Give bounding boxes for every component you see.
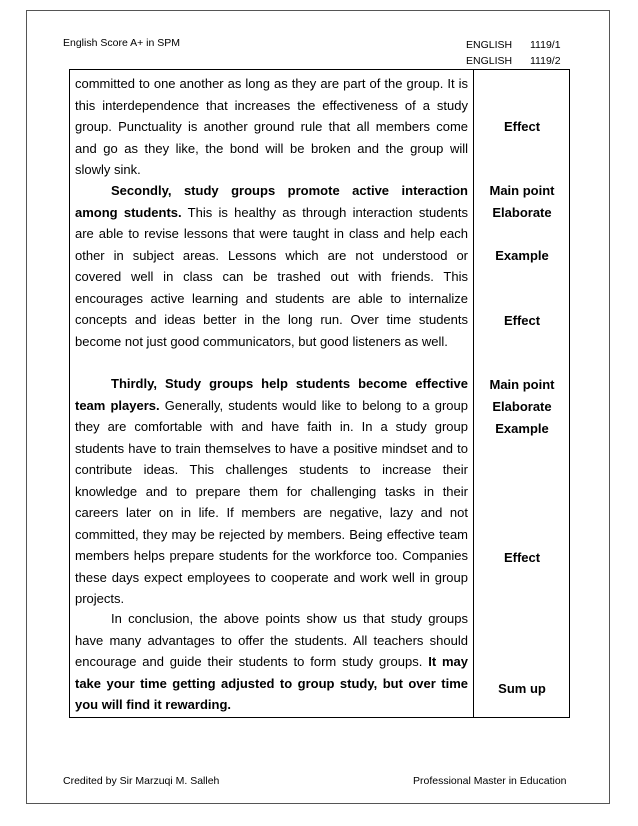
label-effect: Effect: [503, 550, 541, 565]
essay-paragraph-2: [75, 180, 468, 352]
essay-paragraph-3: [75, 373, 468, 610]
header-subject: ENGLISH: [466, 39, 513, 51]
paragraph-text: Generally, students would like to belong to a group they are comfortable with and have faith in. In a study group students have to train themselves to have a positive mindset and to contribute ideas. This challenges students to increase their knowledge and to prepare them for challenging tasks in their careers later on in life. If members are negative, lazy and not committed, they may be rejected by members. Being effective team members helps prepare students for the workforce too. Companies these days expect employees to cooperate and work well in group projects.: [75, 397, 469, 606]
header-code-row: [466, 53, 561, 69]
label-main-point: Main point: [489, 183, 555, 198]
label-elaborate: Elaborate: [492, 399, 552, 414]
label-elaborate: Elaborate: [492, 205, 552, 220]
essay-paragraph-4: [75, 608, 468, 716]
header-title: English Score A+ in SPM: [63, 37, 181, 49]
label-effect: Effect: [503, 119, 541, 134]
paragraph-text: This is healthy as through interaction students are able to revise lessons that were taught in class and help each other in subject areas. Lessons which are not understood or covered well in class can be trashed out with friends. This encourages active learning and students are able to internalize concepts and ideas better in the long run. Over time students become not just good communicators, but good listeners as well.: [75, 204, 468, 349]
paragraph-text: committed to one another as long as they are part of the group. It is this interdependence that increases the effectiveness of a study group. Punctuality is another ground rule that all members come and go as they like, the bond will be broken and the group will slowly sink.: [75, 76, 468, 177]
label-sum-up: Sum up: [498, 681, 546, 696]
header-code: 1119/1: [530, 39, 561, 51]
header-code: 1119/2: [530, 55, 561, 67]
footer-title: Professional Master in Education: [413, 775, 567, 787]
essay-paragraph-1: [75, 73, 468, 181]
label-main-point: Main point: [489, 377, 555, 392]
paragraph-bold-lead: Thirdly, Study groups help students become effective team players.: [75, 376, 468, 413]
header-code-row: [466, 37, 561, 53]
footer-credit: Credited by Sir Marzuqi M. Salleh: [63, 775, 220, 787]
label-example: Example: [495, 421, 549, 436]
paragraph-text: In conclusion, the above points show us that study groups have many advantages to offer the students. All teachers should encourage and guide their students to form study groups.: [75, 611, 468, 669]
header-codes: [466, 37, 561, 69]
paragraph-bold-tail: It may take your time getting adjusted to group study, but over time you will find it rewarding.: [75, 654, 469, 712]
label-effect: Effect: [503, 313, 541, 328]
header-subject: ENGLISH: [466, 55, 513, 67]
label-example: Example: [495, 248, 549, 263]
paragraph-bold-lead: Secondly, study groups promote active interaction among students.: [75, 183, 468, 220]
